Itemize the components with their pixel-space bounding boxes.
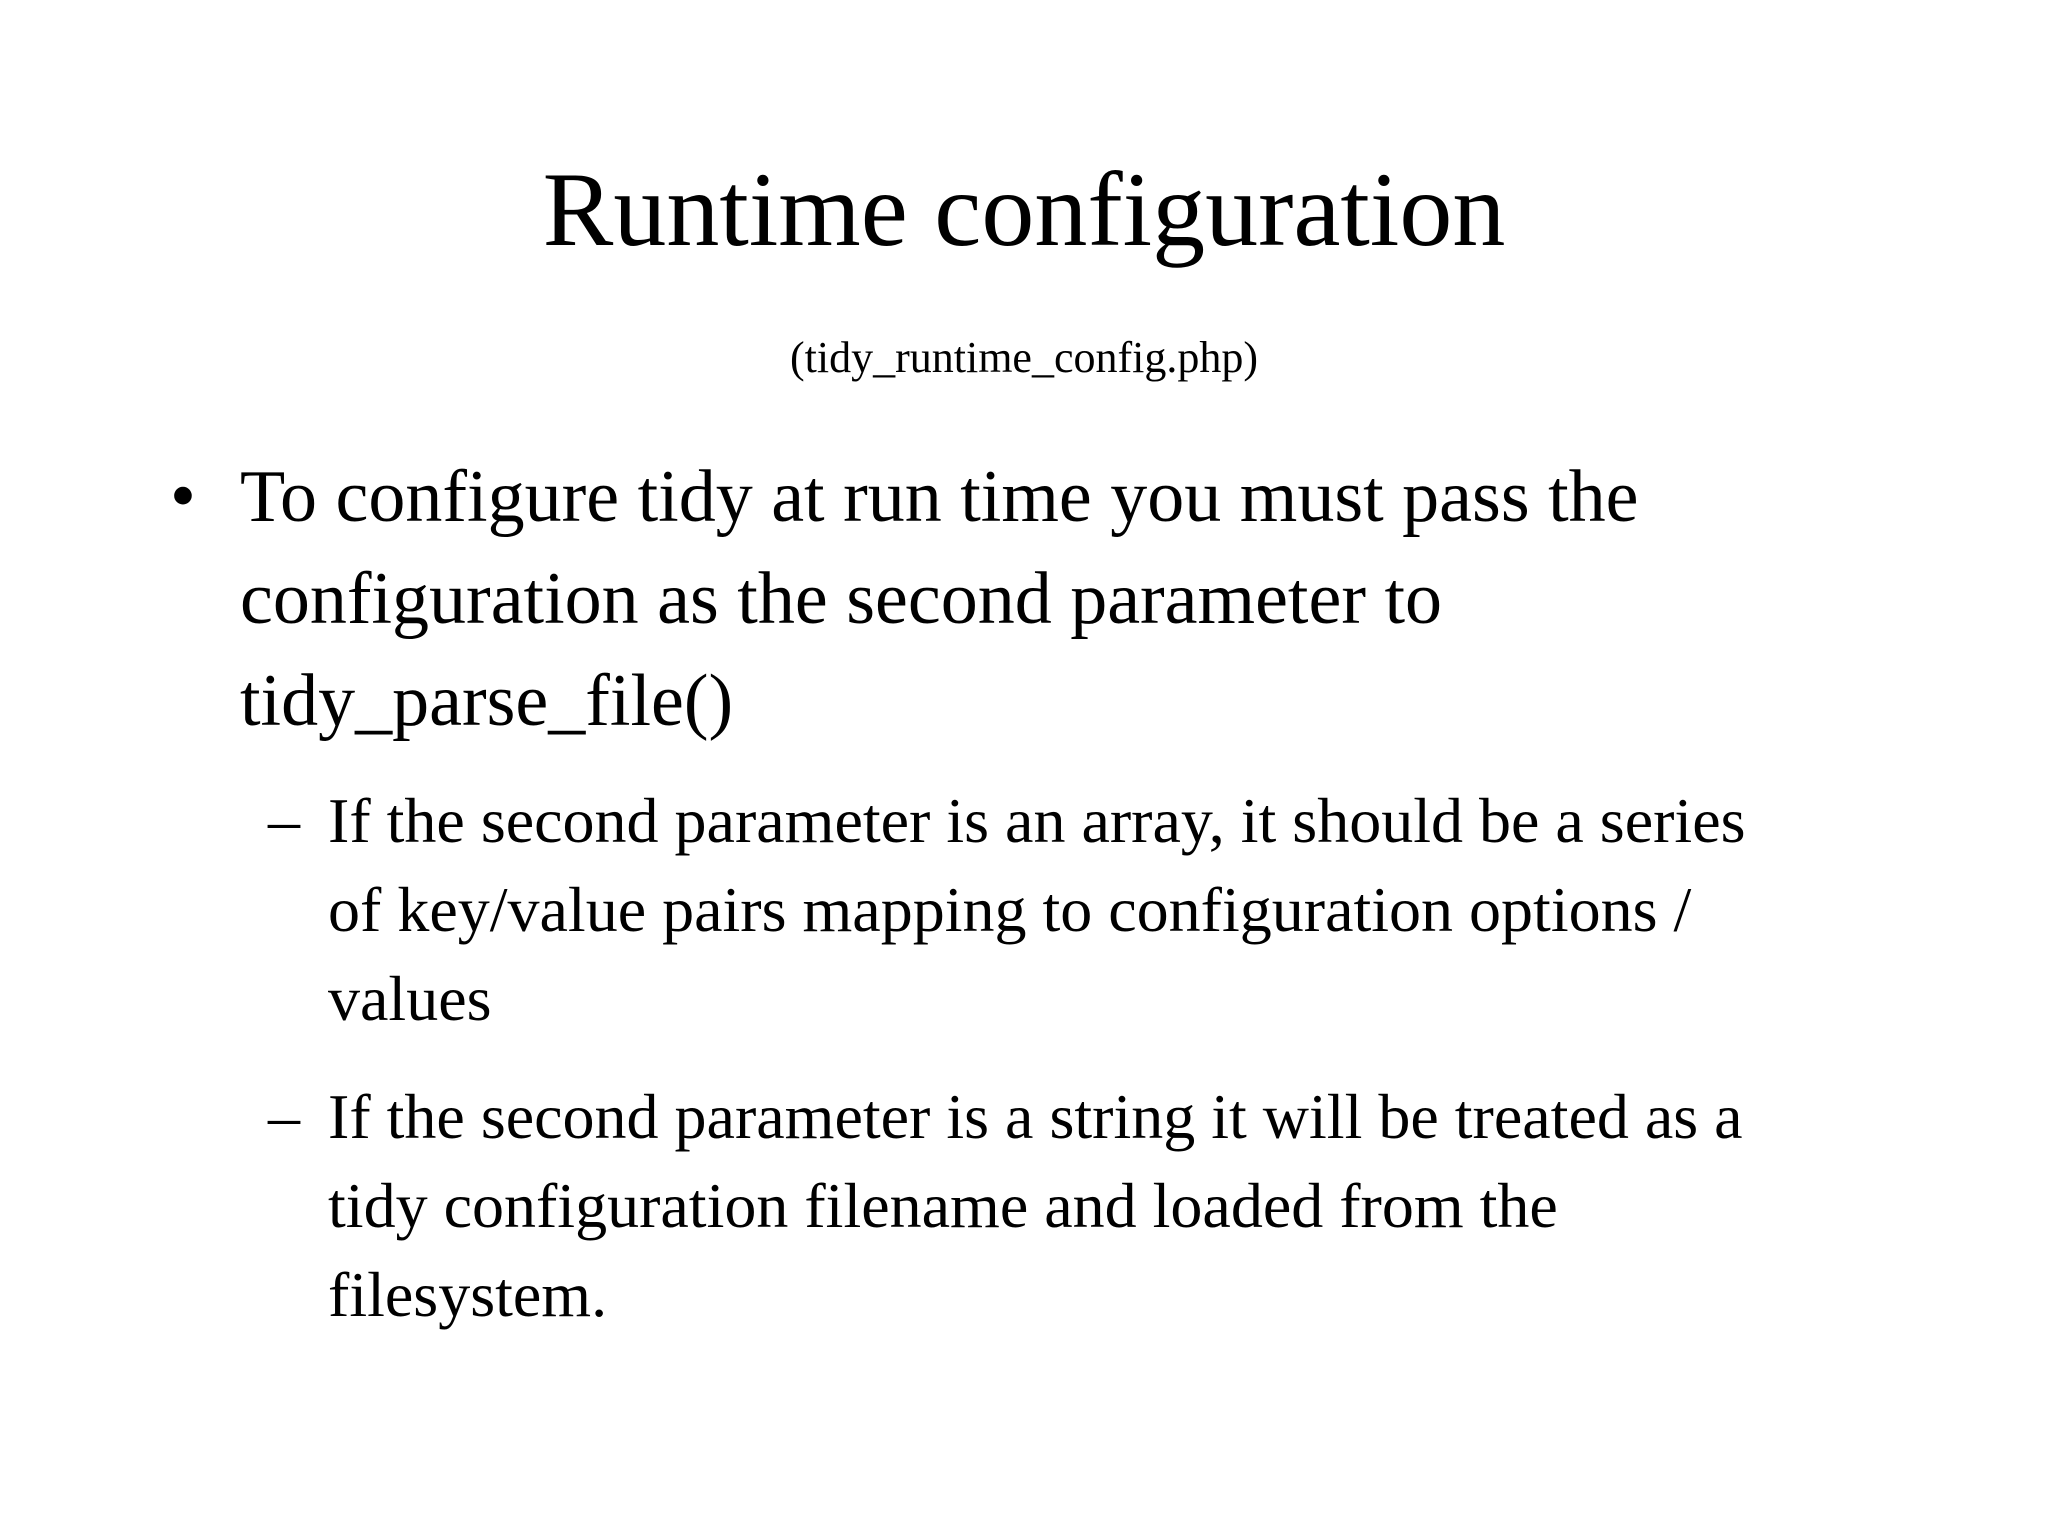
sub-bullet-line: filesystem.: [328, 1259, 608, 1330]
sub-bullet-text: [328, 776, 1948, 1043]
sub-bullet-line: values: [328, 963, 492, 1034]
bullet-line: configuration as the second parameter to: [240, 558, 1443, 640]
sub-bullet-marker: –: [268, 1080, 300, 1151]
sub-bullet-line: If the second parameter is an array, it should be a series: [328, 785, 1746, 856]
sub-bullet-text: [328, 1072, 1948, 1339]
slide-title: Runtime configuration: [542, 151, 1506, 268]
bullet-marker: •: [170, 455, 196, 537]
bullet-line: To configure tidy at run time you must pass the: [240, 456, 1639, 538]
sub-bullet-line: If the second parameter is a string it will be treated as a: [328, 1081, 1743, 1152]
sub-bullet-line: of key/value pairs mapping to configuration options /: [328, 874, 1692, 945]
sub-bullet-marker: –: [268, 784, 300, 855]
bullet-line: tidy_parse_file(): [240, 660, 734, 742]
sub-bullet-line: tidy configuration filename and loaded from the: [328, 1170, 1558, 1241]
slide-subtitle: (tidy_runtime_config.php): [789, 333, 1258, 382]
bullet-text: [240, 446, 1930, 752]
